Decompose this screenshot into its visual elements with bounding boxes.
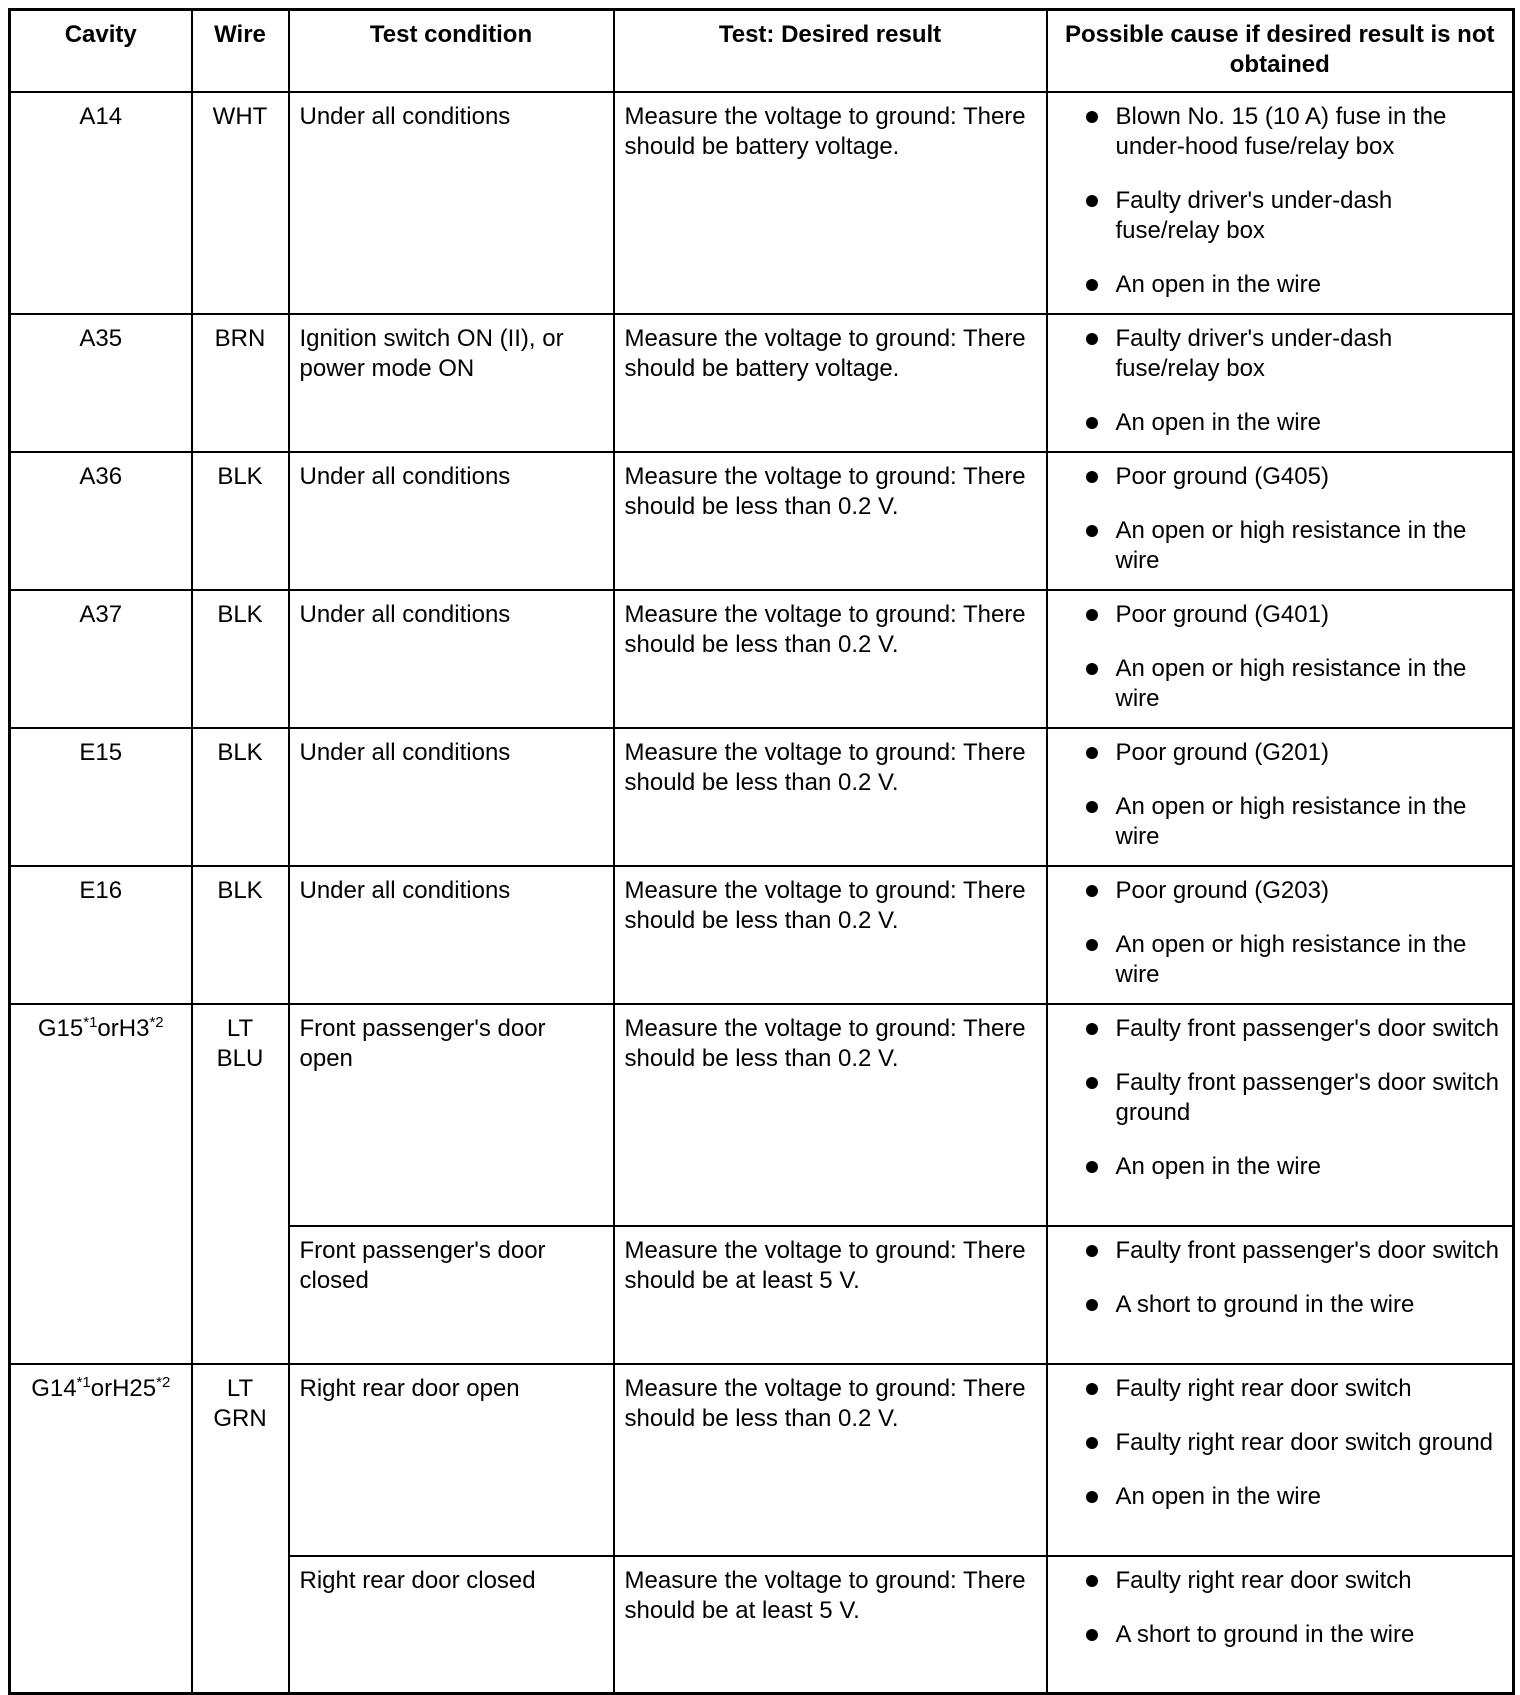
cause-item: Poor ground (G401): [1058, 600, 1503, 630]
table-row: [10, 728, 1514, 866]
footnote-marker: *2: [156, 1373, 171, 1391]
cause-list: [1058, 1374, 1503, 1512]
cause-item: Poor ground (G203): [1058, 876, 1503, 906]
table-row: [10, 1004, 1514, 1226]
cause-item: Faulty driver's under-dash fuse/relay box: [1058, 186, 1503, 246]
table-body: [10, 92, 1514, 1694]
wire-color-cell: BLK: [192, 728, 289, 866]
cause-item: Faulty front passenger's door switch: [1058, 1236, 1503, 1266]
cause-item: Faulty driver's under-dash fuse/relay box: [1058, 324, 1503, 384]
table-row: [10, 452, 1514, 590]
test-condition-cell: Right rear door closed: [289, 1556, 614, 1694]
cause-list: [1058, 102, 1503, 300]
desired-result-cell: Measure the voltage to ground: There should be at least 5 V.: [614, 1226, 1047, 1364]
wire-color-line: GRN: [213, 1404, 267, 1432]
desired-result-cell: Measure the voltage to ground: There should be less than 0.2 V.: [614, 452, 1047, 590]
possible-cause-cell: [1047, 1556, 1514, 1694]
test-condition-cell: Under all conditions: [289, 728, 614, 866]
wire-color-line: LT: [226, 1014, 254, 1042]
cause-list: [1058, 462, 1503, 576]
cause-item: An open or high resistance in the wire: [1058, 516, 1503, 576]
cause-list: [1058, 1236, 1503, 1320]
test-condition-cell: Front passenger's door closed: [289, 1226, 614, 1364]
terminal-test-table: [8, 8, 1515, 1695]
cause-list: [1058, 876, 1503, 990]
header-possible-cause: Possible cause if desired result is not obtained: [1047, 10, 1514, 92]
header-cavity: Cavity: [10, 10, 192, 92]
cause-item: Poor ground (G201): [1058, 738, 1503, 768]
cavity-label: G14: [31, 1374, 77, 1402]
cause-list: [1058, 738, 1503, 852]
cause-item: Faulty right rear door switch: [1058, 1374, 1503, 1404]
desired-result-cell: Measure the voltage to ground: There should be less than 0.2 V.: [614, 866, 1047, 1004]
cavity-cell: E15: [10, 728, 192, 866]
cause-list: [1058, 600, 1503, 714]
possible-cause-cell: [1047, 1226, 1514, 1364]
wire-color-cell: [192, 1004, 289, 1364]
test-condition-cell: Under all conditions: [289, 866, 614, 1004]
desired-result-cell: Measure the voltage to ground: There should be battery voltage.: [614, 314, 1047, 452]
wire-color-line: LT: [226, 1374, 254, 1402]
cavity-cell: A37: [10, 590, 192, 728]
possible-cause-cell: [1047, 590, 1514, 728]
cause-item: Faulty front passenger's door switch: [1058, 1014, 1503, 1044]
wire-color-cell: BLK: [192, 590, 289, 728]
table-row: [10, 590, 1514, 728]
possible-cause-cell: [1047, 1004, 1514, 1226]
cavity-cell: A36: [10, 452, 192, 590]
cause-item: Faulty front passenger's door switch ground: [1058, 1068, 1503, 1128]
test-condition-cell: Under all conditions: [289, 452, 614, 590]
possible-cause-cell: [1047, 452, 1514, 590]
test-condition-cell: Ignition switch ON (II), or power mode ON: [289, 314, 614, 452]
table-row: [10, 1364, 1514, 1556]
cause-item: An open or high resistance in the wire: [1058, 792, 1503, 852]
cause-item: Faulty right rear door switch ground: [1058, 1428, 1503, 1458]
cause-item: An open or high resistance in the wire: [1058, 654, 1503, 714]
desired-result-cell: Measure the voltage to ground: There should be less than 0.2 V.: [614, 1004, 1047, 1226]
possible-cause-cell: [1047, 866, 1514, 1004]
desired-result-cell: Measure the voltage to ground: There should be at least 5 V.: [614, 1556, 1047, 1694]
header-desired-result: Test: Desired result: [614, 10, 1047, 92]
wire-color-cell: WHT: [192, 92, 289, 314]
test-condition-cell: Under all conditions: [289, 590, 614, 728]
cause-item: Poor ground (G405): [1058, 462, 1503, 492]
cavity-cell: [10, 1004, 192, 1364]
cavity-cell: [10, 1364, 192, 1694]
test-condition-cell: Under all conditions: [289, 92, 614, 314]
wire-color-cell: [192, 1364, 289, 1694]
cause-item: A short to ground in the wire: [1058, 1620, 1503, 1650]
wire-color-cell: BRN: [192, 314, 289, 452]
header-row: [10, 10, 1514, 92]
desired-result-cell: Measure the voltage to ground: There should be battery voltage.: [614, 92, 1047, 314]
possible-cause-cell: [1047, 1364, 1514, 1556]
possible-cause-cell: [1047, 92, 1514, 314]
cavity-label: G15: [37, 1014, 84, 1042]
possible-cause-cell: [1047, 314, 1514, 452]
footnote-marker: *1: [83, 1013, 98, 1031]
cause-list: [1058, 1566, 1503, 1650]
cause-item: Blown No. 15 (10 A) fuse in the under-hood fuse/relay box: [1058, 102, 1503, 162]
cause-item: An open or high resistance in the wire: [1058, 930, 1503, 990]
test-condition-cell: Front passenger's door open: [289, 1004, 614, 1226]
cause-item: An open in the wire: [1058, 270, 1503, 300]
cause-item: A short to ground in the wire: [1058, 1290, 1503, 1320]
footnote-marker: *2: [149, 1013, 164, 1031]
cause-item: An open in the wire: [1058, 408, 1503, 438]
cavity-cell: A35: [10, 314, 192, 452]
cause-item: An open in the wire: [1058, 1152, 1503, 1182]
cause-item: Faulty right rear door switch: [1058, 1566, 1503, 1596]
table-row: [10, 314, 1514, 452]
desired-result-cell: Measure the voltage to ground: There should be less than 0.2 V.: [614, 590, 1047, 728]
header-test-condition: Test condition: [289, 10, 614, 92]
cavity-label: orH25: [90, 1374, 157, 1402]
footnote-marker: *1: [76, 1373, 91, 1391]
desired-result-cell: Measure the voltage to ground: There should be less than 0.2 V.: [614, 728, 1047, 866]
wire-color-line: BLU: [216, 1044, 264, 1072]
desired-result-cell: Measure the voltage to ground: There should be less than 0.2 V.: [614, 1364, 1047, 1556]
cause-item: An open in the wire: [1058, 1482, 1503, 1512]
table-row: [10, 866, 1514, 1004]
wire-color-cell: BLK: [192, 452, 289, 590]
cavity-cell: A14: [10, 92, 192, 314]
test-condition-cell: Right rear door open: [289, 1364, 614, 1556]
possible-cause-cell: [1047, 728, 1514, 866]
header-wire: Wire: [192, 10, 289, 92]
troubleshooting-sheet: [8, 8, 1512, 1670]
cavity-label: orH3: [97, 1014, 150, 1042]
wire-color-cell: BLK: [192, 866, 289, 1004]
cavity-cell: E16: [10, 866, 192, 1004]
table-row: [10, 92, 1514, 314]
cause-list: [1058, 1014, 1503, 1182]
cause-list: [1058, 324, 1503, 438]
